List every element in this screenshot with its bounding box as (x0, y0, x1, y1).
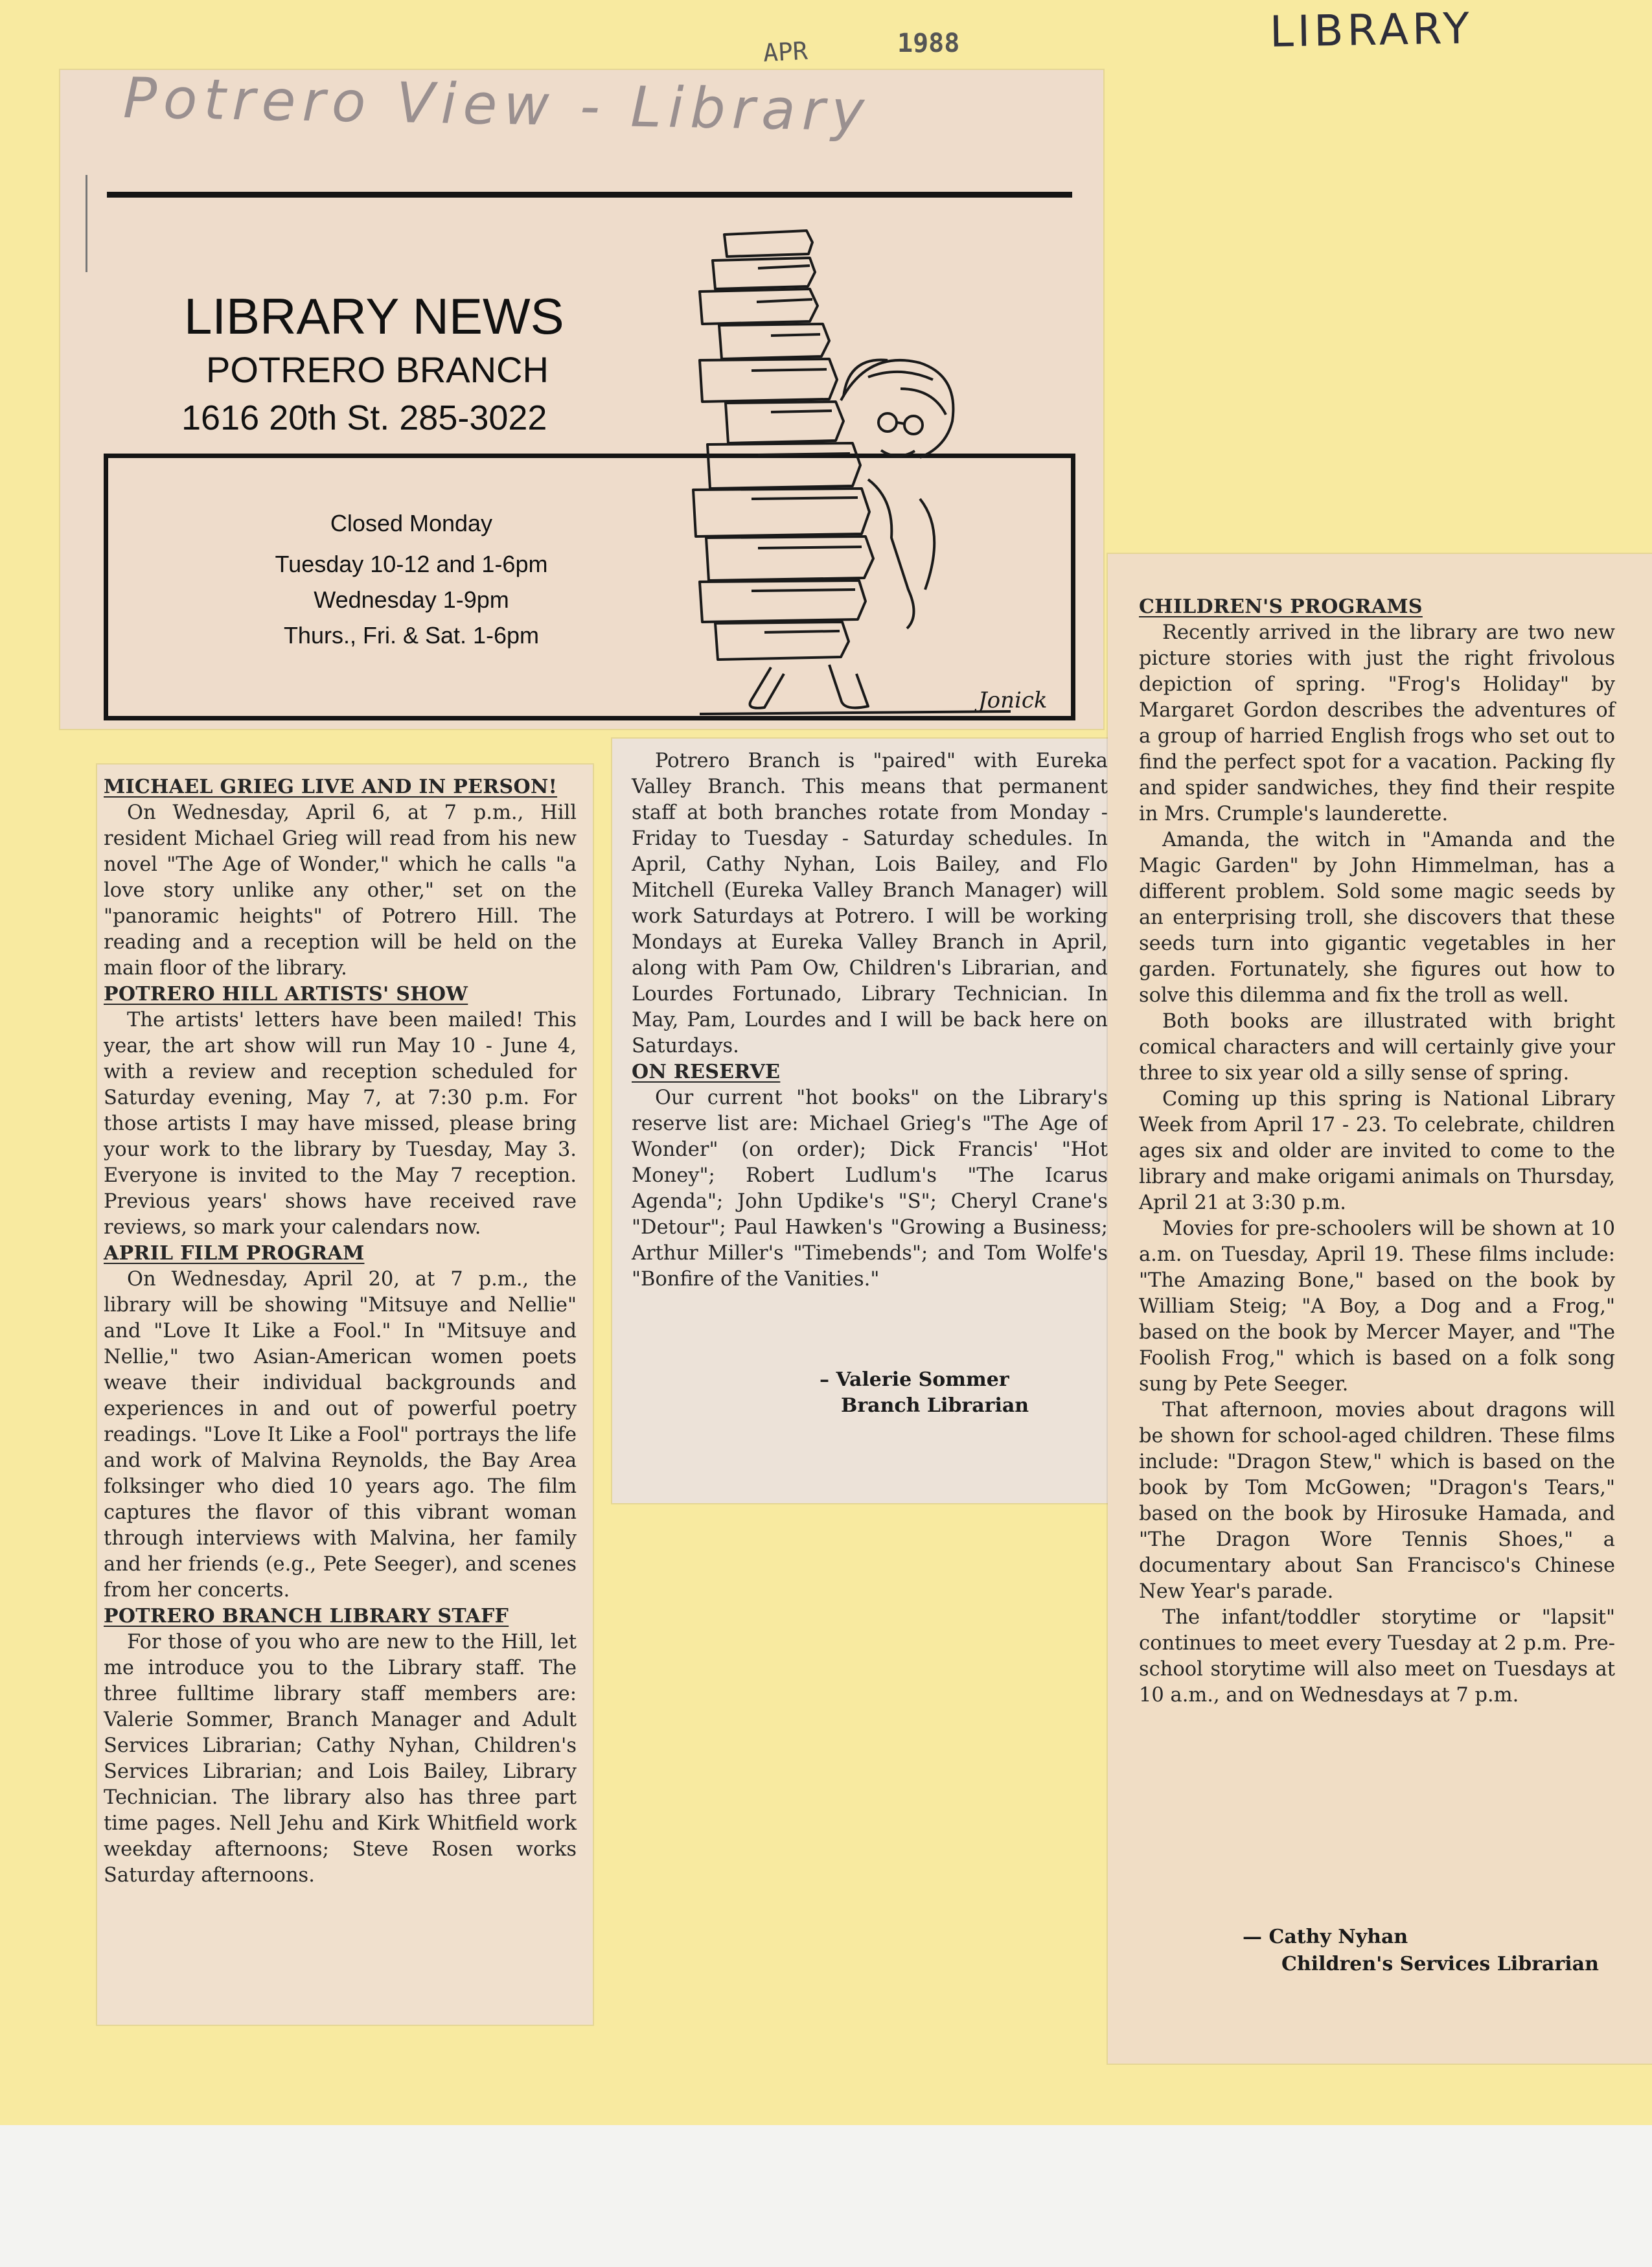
childrens-para-4: Coming up this spring is National Library Week from April 17 - 23. To celebrate, children ages six and older are invited to come to the library and make origami animals on Thursday, April 21 at 3:30 p.m. (1139, 1088, 1615, 1214)
topic-handwritten-label: LIBRARY (1269, 3, 1474, 57)
childrens-para-6: That afternoon, movies about dragons will be shown for school-aged children. These films include: "Dragon Stew," which is based on the book by Tom McGowen; "Dragon's Tears," based on the book by Hirosuke Hamada, and "The Dragon Wore Tennis Shoes," a documentary about San Francisco's Chinese New Year's parade. (1139, 1399, 1615, 1603)
heading-michael-grieg: MICHAEL GRIEG LIVE AND IN PERSON! (104, 776, 558, 798)
childrens-para-2: Amanda, the witch in "Amanda and the Magic Garden" by John Himmelman, has a different problem. Sold some magic seeds by an enterprising troll, she discovers that these seeds turn into gigantic vegetables in her garden. Fortunately, she figures out how to solve this dilemma and fix the troll as well. (1139, 829, 1615, 1007)
heading-on-reserve: ON RESERVE (632, 1061, 781, 1083)
article-artists-show: The artists' letters have been mailed! This year, the art show will run May 10 - June 4, with a review and reception scheduled for Saturday evening, May 7, at 7:30 p.m. For those artists I may have missed, please bring your work to the library by Tuesday, May 3. Everyone is invited to the May 7 reception. Previous years' shows have received rave reviews, so mark your calendars now. (104, 1009, 577, 1239)
heading-childrens-programs: CHILDREN'S PROGRAMS (1139, 595, 1423, 618)
signature-childrens-librarian: Children's Services Librarian (1281, 1953, 1599, 1975)
hours-tuesday: Tuesday 10-12 and 1-6pm (275, 551, 548, 577)
heading-film-program: APRIL FILM PROGRAM (104, 1242, 365, 1265)
clipping-handwritten-label: Potrero View - Library (122, 65, 871, 144)
childrens-para-1: Recently arrived in the library are two new picture stories with just the right frivolous depiction of spring. "Frog's Holiday" by Margaret Gordon describes the adventures of a group of harried English frogs who set out to find the perfect spot for a vacation. Packing fly and spider sandwiches, they find their respite in Mrs. Crumple's launderette. (1139, 621, 1615, 825)
childrens-para-5: Movies for pre-schoolers will be shown at 10 a.m. on Tuesday, April 19. These films include: "The Amazing Bone," based on the book by William Steig; "A Boy, a Dog and a Frog," based on the book by Mercer Mayer, and "The Foolish Frog," which is based on a folk song sung by Pete Seeger. (1139, 1217, 1615, 1396)
newsletter-title: LIBRARY NEWS (184, 288, 564, 345)
article-on-reserve: Our current "hot books" on the Library's reserve list are: Michael Grieg's "The Age of Wonder" (on order); Dick Francis' "Hot Money"; Robert Ludlum's "The Icarus Agenda"; John Updike's "S"; Cheryl Crane's "Detour"; Paul Hawken's "Growing a Business; Arthur Miller's "Timebends"; and Tom Wolfe's "Bonfire of the Vanities." (632, 1087, 1108, 1291)
header-left-margin-line (86, 175, 87, 272)
article-branch-pairing: Potrero Branch is "paired" with Eureka Valley Branch. This means that permanent staff at both branches rotate from Monday - Friday to Tuesday - Saturday schedules. In April, Cathy Nyhan, Lois Bailey, and Flo Mitchell (Eureka Valley Branch Manager) will work Saturdays at Potrero. I will be working Mondays at Eureka Valley Branch in April, along with Pam Ow, Children's Librarian, and Lourdes Fortunado, Library Technician. In May, Pam, Lourdes and I will be back here on Saturdays. (632, 750, 1108, 1057)
signature-valerie-sommer: – Valerie Sommer (820, 1368, 1009, 1391)
childrens-para-7: The infant/toddler storytime or "lapsit" continues to meet every Tuesday at 2 p.m. Pre-school storytime will also meet on Tuesdays at 10 a.m., and on Wednesdays at 7 p.m. (1139, 1606, 1615, 1707)
branch-address-phone: 1616 20th St. 285-3022 (181, 398, 547, 437)
illustration-signature: Jonick (978, 687, 1048, 713)
date-stamp-month: APR (762, 36, 809, 67)
article-michael-grieg: On Wednesday, April 6, at 7 p.m., Hill resident Michael Grieg will read from his new novel "The Age of Wonder," which he calls "a love story unlike any other," set on the "panoramic heights" of Potrero Hill. The reading and a reception will be held on the main floor of the library. (104, 801, 577, 980)
branch-name: POTRERO BRANCH (206, 349, 549, 390)
column-1 (104, 774, 577, 1889)
signature-branch-librarian: Branch Librarian (841, 1394, 1029, 1417)
childrens-para-3: Both books are illustrated with bright comical characters and will certainly give your three to six year old a silly sense of spring. (1139, 1010, 1615, 1085)
book-stack-illustration (674, 227, 1075, 719)
column-3 (1139, 594, 1615, 1709)
hours-wednesday: Wednesday 1-9pm (314, 586, 509, 613)
signature-cathy-nyhan: — Cathy Nyhan (1243, 1926, 1408, 1948)
article-library-staff: For those of you who are new to the Hill, let me introduce you to the Library staff. The three fulltime library staff members are: Valerie Sommer, Branch Manager and Adult Services Librarian; Cathy Nyhan, Children's Services Librarian; and Lois Bailey, Library Technician. The library also has three part time pages. Nell Jehu and Kirk Whitfield work weekday afternoons; Steve Rosen works Saturday afternoons. (104, 1631, 577, 1887)
heading-library-staff: POTRERO BRANCH LIBRARY STAFF (104, 1605, 509, 1628)
article-film-program: On Wednesday, April 20, at 7 p.m., the library will be showing "Mitsuye and Nellie" and "Love It Like a Fool." In "Mitsuye and Nellie," two Asian-American women poets weave their individual backgrounds and experiences in and out of powerful poetry readings. "Love It Like a Fool" portrays the life and work of Malvina Reynolds, the Bay Area folksinger who died 10 years ago. The film captures the flavor of this vibrant woman through interviews with Malvina, her family and her friends (e.g., Pete Seeger), and scenes from her concerts. (104, 1268, 577, 1602)
column-2 (632, 748, 1108, 1293)
hours-closed-day: Closed Monday (330, 510, 493, 536)
date-stamp-year: 1988 (897, 29, 960, 58)
header-top-rule (107, 192, 1072, 198)
hours-thu-fri-sat: Thurs., Fri. & Sat. 1-6pm (283, 622, 540, 649)
scan-margin (0, 2125, 1652, 2267)
heading-artists-show: POTRERO HILL ARTISTS' SHOW (104, 983, 468, 1006)
